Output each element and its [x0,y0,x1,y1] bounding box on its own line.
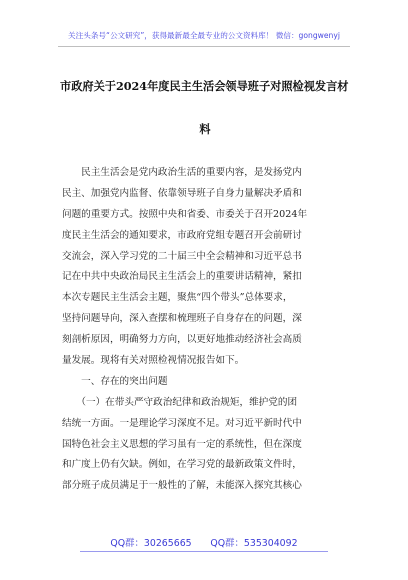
header-banner: 关注头条号“公文研究”，获得最新最全最专业的公文资料库！ 微信：gongwenyj [68,31,340,40]
body-line: 本次专题民主生活会主题，聚焦“四个带头”总体要求， [62,292,293,304]
header-divider [58,46,350,47]
body-line: 国特色社会主义思想的学习虽有一定的系统性，但在深度 [62,438,302,450]
body-line: 民主、加强党内监督、依靠领导班子自身力量解决矛盾和 [62,187,302,199]
document-title-line-1: 市政府关于2024年度民主生活会领导班子对照检视发言材 [60,79,349,93]
body-line: 民主生活会是党内政治生活的重要内容，是发扬党内 [62,167,302,178]
body-line: 记在中共中央政治局民主生活会上的重要讲话精神，紧扣 [62,271,302,283]
body-line: （一）在带头严守政治纪律和政治规矩，维护党的团 [62,396,298,408]
footer-underline [80,551,328,552]
section-heading: 一、存在的突出问题 [62,375,168,387]
body-line: 度民主生活会的通知要求，市政府党组专题召开会前研讨 [62,229,302,241]
body-line: 和广度上仍有欠缺。例如，在学习党的最新政策文件时， [62,459,302,471]
body-line: 坚持问题导向，深入查摆和梳理班子自身存在的问题，深 [62,313,302,325]
footer-contact: QQ群：30265665 QQ群：535304092 [110,538,298,549]
document-body [62,163,350,497]
body-line: 刻剖析原因，明确努力方向，以更好地推动经济社会高质 [62,334,302,346]
document-title-line-2: 料 [199,122,211,136]
body-line: 结统一方面。一是理论学习深度不足。对习近平新时代中 [62,417,302,429]
body-line: 部分班子成员满足于一般性的了解，未能深入探究其核心 [62,480,302,492]
body-line: 量发展。现将有关对照检视情况报告如下。 [62,355,245,367]
body-line: 问题的重要方式。按照中央和省委、市委关于召开2024年 [62,208,308,220]
body-line: 交流会，深入学习党的二十届三中全会精神和习近平总书 [62,250,302,262]
